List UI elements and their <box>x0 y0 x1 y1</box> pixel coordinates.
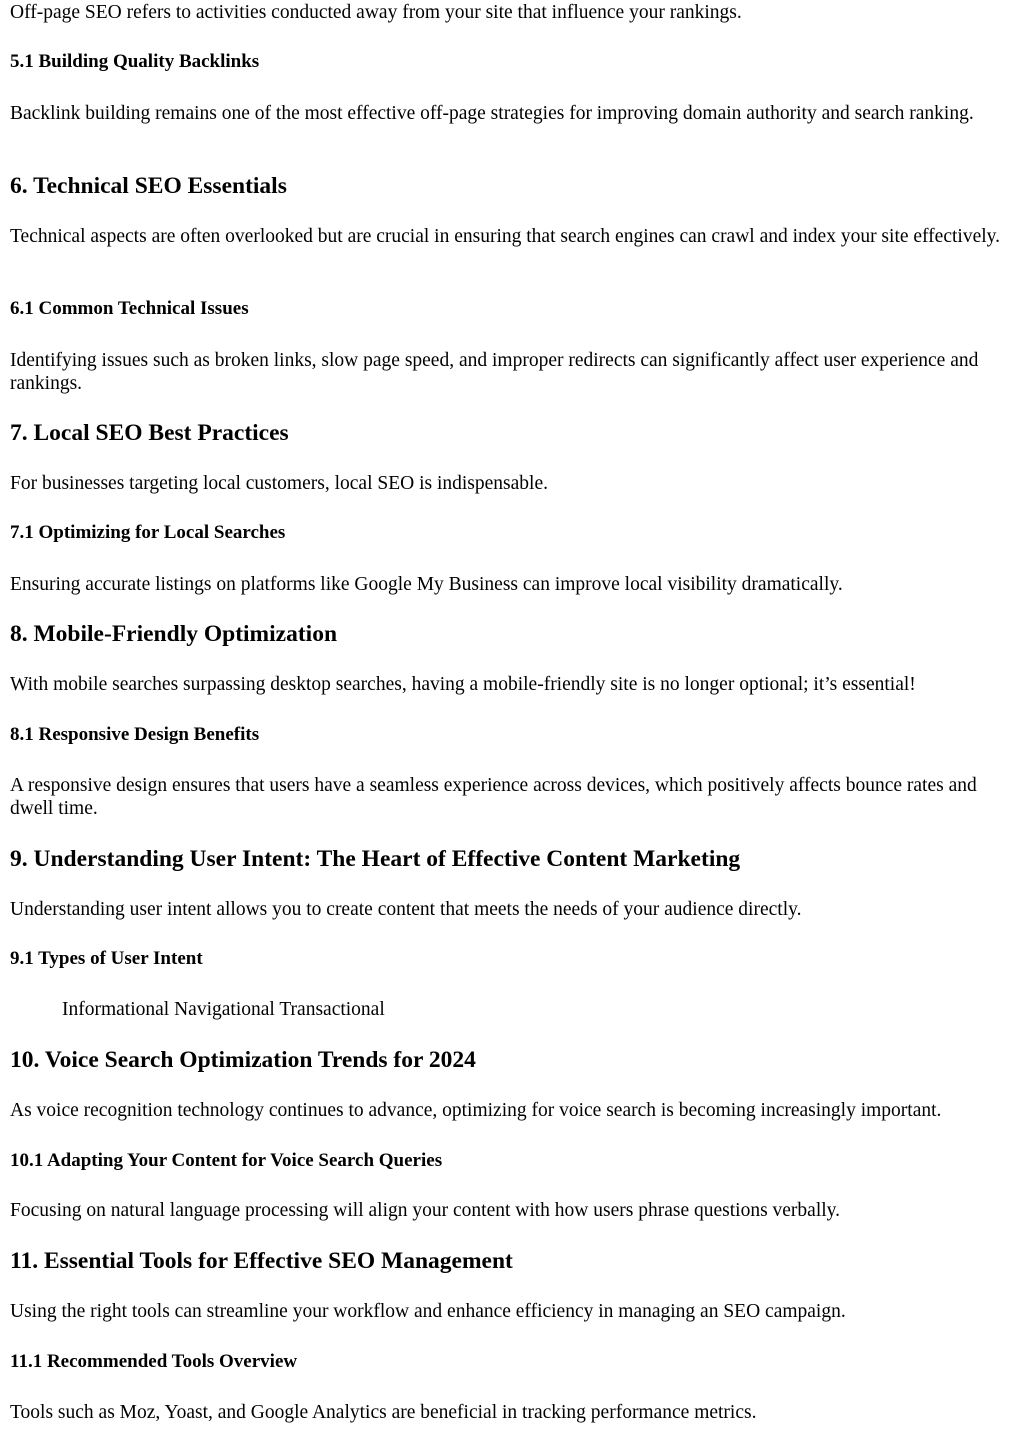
heading-6: 6. Technical SEO Essentials <box>10 173 287 199</box>
paragraph-7: For businesses targeting local customers, local SEO is indispensable. <box>10 473 548 494</box>
heading-9-1: 9.1 Types of User Intent <box>10 948 203 969</box>
heading-8: 8. Mobile-Friendly Optimization <box>10 621 338 647</box>
heading-6-1: 6.1 Common Technical Issues <box>10 298 249 319</box>
user-intent-list: Informational Navigational Transactional <box>62 999 385 1020</box>
paragraph-7-1: Ensuring accurate listings on platforms like Google My Business can improve local visibility dramatically. <box>10 574 843 595</box>
heading-7: 7. Local SEO Best Practices <box>10 420 289 446</box>
heading-9: 9. Understanding User Intent: The Heart of Effective Content Marketing <box>10 846 741 872</box>
paragraph-8-1: A responsive design ensures that users have a seamless experience across devices, which positively affects bounce rates and dwell time. <box>10 775 977 819</box>
heading-10-1: 10.1 Adapting Your Content for Voice Search Queries <box>10 1150 443 1171</box>
heading-11: 11. Essential Tools for Effective SEO Management <box>10 1248 513 1274</box>
heading-8-1: 8.1 Responsive Design Benefits <box>10 724 260 745</box>
paragraph-11: Using the right tools can streamline your workflow and enhance efficiency in managing an SEO campaign. <box>10 1301 846 1322</box>
paragraph-11-1: Tools such as Moz, Yoast, and Google Analytics are beneficial in tracking performance metrics. <box>10 1402 757 1423</box>
paragraph-8: With mobile searches surpassing desktop searches, having a mobile-friendly site is no longer optional; it’s essential! <box>10 674 916 695</box>
heading-5-1: 5.1 Building Quality Backlinks <box>10 51 260 72</box>
intro-paragraph: Off-page SEO refers to activities conducted away from your site that influence your rankings. <box>10 2 742 23</box>
paragraph-9: Understanding user intent allows you to create content that meets the needs of your audience directly. <box>10 899 802 920</box>
paragraph-10: As voice recognition technology continues to advance, optimizing for voice search is becoming increasingly important. <box>10 1100 942 1121</box>
paragraph-6-1: Identifying issues such as broken links, slow page speed, and improper redirects can significantly affect user experience and rankings. <box>10 350 979 394</box>
paragraph-10-1: Focusing on natural language processing will align your content with how users phrase questions verbally. <box>10 1200 841 1221</box>
heading-10: 10. Voice Search Optimization Trends for 2024 <box>10 1047 476 1073</box>
heading-7-1: 7.1 Optimizing for Local Searches <box>10 522 286 543</box>
paragraph-5-1: Backlink building remains one of the most effective off-page strategies for improving domain authority and search ranking. <box>10 103 974 124</box>
heading-11-1: 11.1 Recommended Tools Overview <box>10 1351 298 1372</box>
paragraph-6: Technical aspects are often overlooked but are crucial in ensuring that search engines can crawl and index your site effectively. <box>10 226 1001 247</box>
